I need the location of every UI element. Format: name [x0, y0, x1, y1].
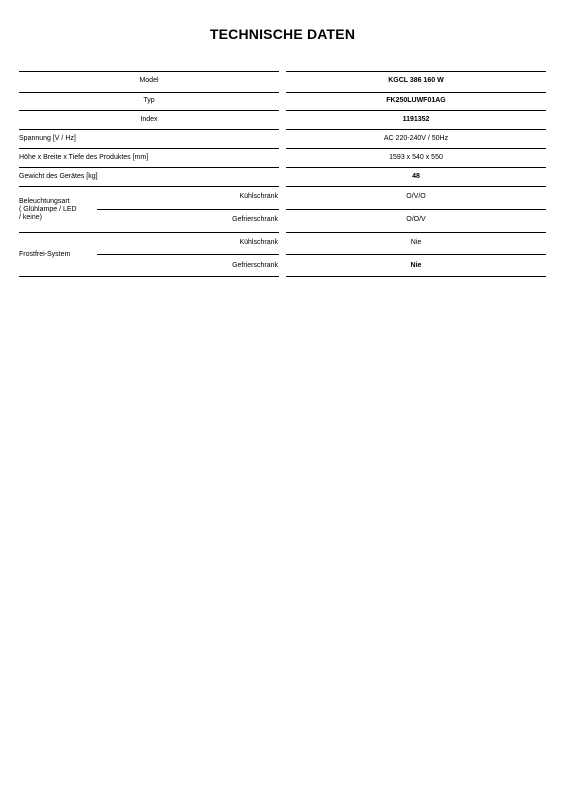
weight-label: Gewicht des Gerätes [kg] — [19, 173, 98, 180]
lighting-label-line3: / keine) — [19, 214, 42, 221]
lighting-label-line2: ( Glühlampe / LED — [19, 206, 77, 213]
row-divider-left — [19, 148, 279, 149]
model-value: KGCL 386 160 W — [388, 77, 444, 84]
frostfree-fridge-value: Nie — [410, 239, 422, 246]
row-divider-left — [19, 92, 279, 93]
lighting-label-line1: Beleuchtungsart — [19, 198, 70, 205]
lighting-freezer-label: Gefrierschrank — [232, 216, 278, 223]
sub-row-divider-left — [97, 254, 279, 255]
row-divider-right — [286, 129, 546, 130]
table-top-rule-right — [286, 71, 546, 72]
row-divider-left — [19, 167, 279, 168]
typ-label: Typ — [143, 97, 155, 104]
sub-row-divider-left — [97, 209, 279, 210]
row-divider-right — [286, 92, 546, 93]
table-top-rule-left — [19, 71, 279, 72]
row-divider-left — [19, 129, 279, 130]
sub-row-divider-right — [286, 254, 546, 255]
frostfree-label: Frostfrei-System — [19, 251, 71, 258]
spannung-label: Spannung [V / Hz] — [19, 135, 76, 142]
sub-row-divider-right — [286, 209, 546, 210]
table-bottom-rule-left — [19, 276, 279, 277]
dimensions-label: Höhe x Breite x Tiefe des Produktes [mm] — [19, 154, 149, 161]
lighting-fridge-value: O/V/O — [406, 193, 426, 200]
table-bottom-rule-right — [286, 276, 546, 277]
frostfree-freezer-value: Nie — [410, 262, 422, 269]
model-label: Model — [139, 77, 159, 84]
row-divider-left — [19, 232, 279, 233]
row-divider-left — [19, 186, 279, 187]
row-divider-right — [286, 186, 546, 187]
row-divider-right — [286, 232, 546, 233]
lighting-fridge-label: Kühlschrank — [239, 193, 278, 200]
row-divider-left — [19, 110, 279, 111]
typ-value: FK250LUWF01AG — [386, 97, 446, 104]
row-divider-right — [286, 110, 546, 111]
frostfree-fridge-label: Kühlschrank — [239, 239, 278, 246]
index-label: Index — [140, 116, 158, 123]
frostfree-freezer-label: Gefrierschrank — [232, 262, 278, 269]
dimensions-value: 1593 x 540 x 550 — [389, 154, 443, 161]
lighting-freezer-value: O/O/V — [406, 216, 426, 223]
row-divider-right — [286, 167, 546, 168]
weight-value: 48 — [412, 173, 420, 180]
index-value: 1191352 — [402, 116, 430, 123]
page-title: TECHNISCHE DATEN — [209, 26, 356, 42]
row-divider-right — [286, 148, 546, 149]
spannung-value: AC 220-240V / 50Hz — [383, 135, 449, 142]
